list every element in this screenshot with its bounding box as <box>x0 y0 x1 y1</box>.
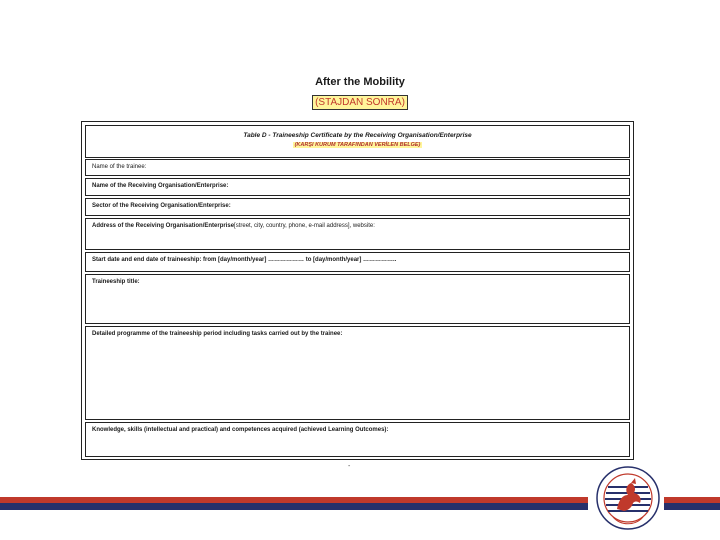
field-programme-label: Detailed programme of the traineeship period including tasks carried out by the trainee: <box>92 331 343 337</box>
page-title: After the Mobility <box>315 76 405 88</box>
field-address-label: Address of the Receiving Organisation/Enterprise <box>92 223 235 229</box>
page-subtitle: (STAJDAN SONRA) <box>312 95 408 110</box>
footer-band-blue-right <box>664 503 720 510</box>
table-header <box>85 125 630 158</box>
field-programme[interactable] <box>85 326 630 420</box>
field-traineeship-title[interactable] <box>85 274 630 324</box>
page-mark: - <box>348 463 351 470</box>
field-knowledge[interactable] <box>85 422 630 457</box>
field-dates-label: Start date and end date of traineeship: from [day/month/year] ……………… to [day/month/year] …………….. <box>92 257 397 263</box>
field-trainee-name-label: Name of the trainee: <box>92 164 147 170</box>
field-org-name[interactable] <box>85 178 630 196</box>
table-title: Table D - Traineeship Certificate by the Receiving Organisation/Enterprise <box>243 132 472 139</box>
field-address[interactable] <box>85 218 630 250</box>
university-seal-icon <box>595 465 661 531</box>
field-address-detail: [street, city, country, phone, e-mail address], website: <box>234 223 375 229</box>
field-sector-label: Sector of the Receiving Organisation/Enterprise: <box>92 203 231 209</box>
field-traineeship-title-label: Traineeship title: <box>92 279 140 285</box>
field-org-name-label: Name of the Receiving Organisation/Enterprise: <box>92 183 229 189</box>
field-sector[interactable] <box>85 198 630 216</box>
field-dates[interactable] <box>85 252 630 272</box>
page-subtitle-wrap <box>0 92 720 110</box>
footer-band-blue <box>0 503 588 510</box>
table-subtitle: (KARŞI KURUM TARAFINDAN VERİLEN BELGE) <box>294 142 421 148</box>
field-trainee-name[interactable] <box>85 159 630 176</box>
field-knowledge-label: Knowledge, skills (intellectual and practical) and competences acquired (achieved Learning Outcomes): <box>92 427 389 433</box>
certificate-table <box>81 121 634 460</box>
